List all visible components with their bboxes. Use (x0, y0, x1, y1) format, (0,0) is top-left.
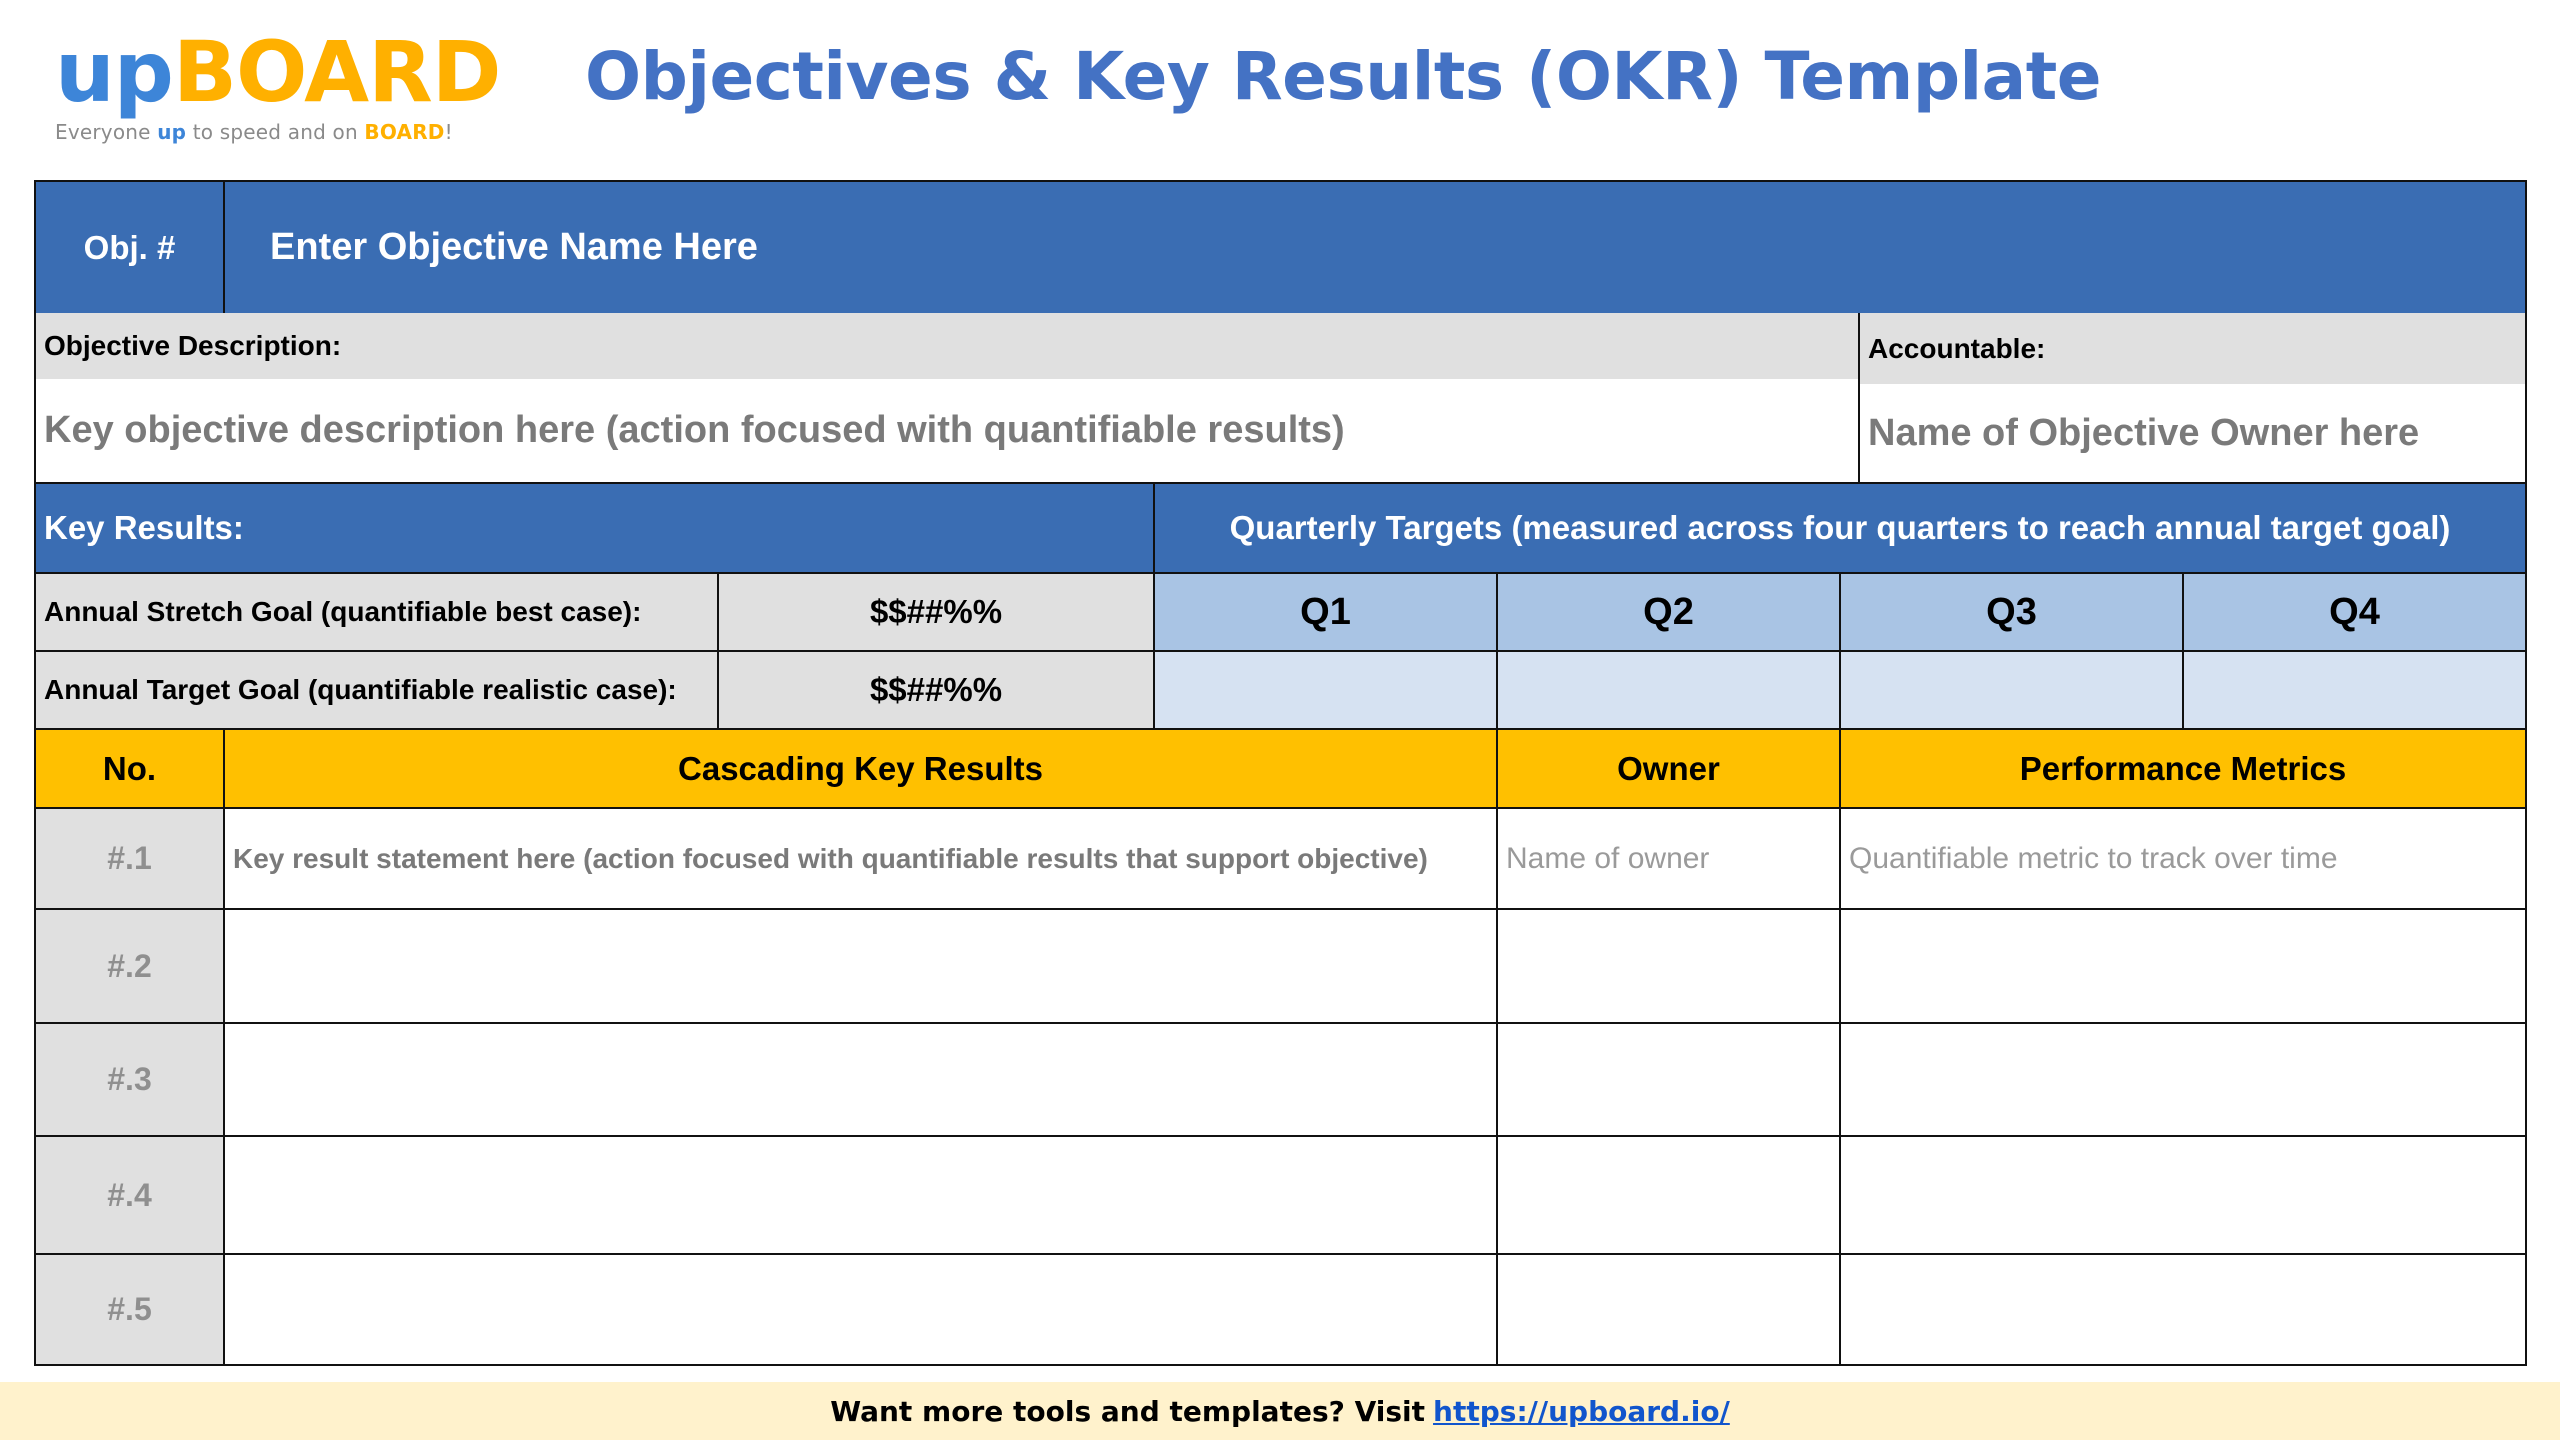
col-header-metrics: Performance Metrics (1839, 728, 2527, 809)
owner-field[interactable]: Name of owner (1496, 807, 1841, 910)
metric-field[interactable] (1839, 908, 2527, 1024)
owner-field[interactable] (1496, 1253, 1841, 1366)
target-goal-label: Annual Target Goal (quantifiable realistic case): (34, 650, 719, 730)
col-header-owner: Owner (1496, 728, 1841, 809)
owner-field[interactable] (1496, 1135, 1841, 1255)
objective-description-field[interactable]: Key objective description here (action focused with quantifiable results) (44, 409, 1345, 451)
key-result-field[interactable] (223, 1253, 1498, 1366)
quarter-header-q3: Q3 (1839, 572, 2184, 652)
quarter-target-q3[interactable] (1839, 650, 2184, 730)
metric-field[interactable] (1839, 1253, 2527, 1366)
key-results-label: Key Results: (34, 482, 1155, 574)
upboard-logo (55, 22, 501, 144)
row-number: #.3 (34, 1022, 225, 1137)
accountable-cell (1858, 313, 2527, 484)
objective-name-field[interactable]: Enter Objective Name Here (223, 180, 2527, 315)
owner-field[interactable] (1496, 1022, 1841, 1137)
objective-number-label[interactable]: Obj. # (34, 180, 225, 315)
accountable-field[interactable]: Name of Objective Owner here (1868, 411, 2420, 454)
key-result-field[interactable]: Key result statement here (action focused with quantifiable results that support objective) (223, 807, 1498, 910)
key-result-field[interactable] (223, 1022, 1498, 1137)
col-header-results: Cascading Key Results (223, 728, 1498, 809)
footer-banner (0, 1382, 2560, 1440)
logo-tagline: Everyone up to speed and on BOARD! (55, 120, 453, 144)
row-number: #.5 (34, 1253, 225, 1366)
row-number: #.1 (34, 807, 225, 910)
quarter-header-q1: Q1 (1153, 572, 1498, 652)
page-title: Objectives & Key Results (OKR) Template (585, 38, 2102, 115)
objective-description-label: Objective Description: (36, 313, 1858, 379)
key-result-field[interactable] (223, 1135, 1498, 1255)
accountable-label: Accountable: (1860, 313, 2525, 384)
metric-field[interactable] (1839, 1135, 2527, 1255)
row-number: #.2 (34, 908, 225, 1024)
owner-field[interactable] (1496, 908, 1841, 1024)
quarterly-targets-label: Quarterly Targets (measured across four quarters to reach annual target goal) (1153, 482, 2527, 574)
metric-field[interactable]: Quantifiable metric to track over time (1839, 807, 2527, 910)
row-number: #.4 (34, 1135, 225, 1255)
target-goal-value[interactable]: $$##%% (717, 650, 1155, 730)
quarter-target-q4[interactable] (2182, 650, 2527, 730)
footer-text: Want more tools and templates? Visit (830, 1394, 1426, 1428)
metric-field[interactable] (1839, 1022, 2527, 1137)
stretch-goal-label: Annual Stretch Goal (quantifiable best case): (34, 572, 719, 652)
logo-wordmark: upBOARD (55, 23, 501, 121)
quarter-target-q1[interactable] (1153, 650, 1498, 730)
stretch-goal-value[interactable]: $$##%% (717, 572, 1155, 652)
objective-description-cell (34, 313, 1860, 484)
upboard-link[interactable]: https://upboard.io/ (1433, 1394, 1730, 1428)
quarter-target-q2[interactable] (1496, 650, 1841, 730)
col-header-no: No. (34, 728, 225, 809)
key-result-field[interactable] (223, 908, 1498, 1024)
quarter-header-q2: Q2 (1496, 572, 1841, 652)
quarter-header-q4: Q4 (2182, 572, 2527, 652)
